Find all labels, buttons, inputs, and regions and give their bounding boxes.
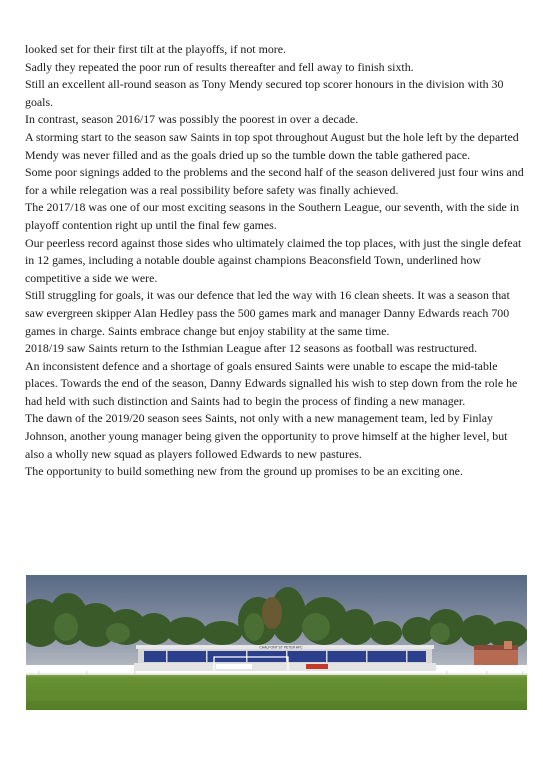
paragraph: Sadly they repeated the poor run of results thereafter and fell away to finish sixth.	[25, 59, 414, 74]
paragraph: The opportunity to build something new from the ground up promises to be an exciting one.	[25, 464, 463, 479]
perimeter-rail	[26, 673, 527, 675]
paragraph: 2018/19 saw Saints return to the Isthmian League after 12 seasons as football was restructured.	[25, 341, 478, 356]
paragraph: An inconsistent defence and a shortage of goals ensured Saints were unable to escape the mid-table places. Towards the end of the season, Danny Edwards signalled his wish to step down from the role he had held with such distinction and Saints had to begin the process of finding a new manager.	[25, 358, 518, 408]
paragraph: Still struggling for goals, it was our defence that led the way with 16 clean sheets. It was a season that saw evergreen skipper Alan Hedley pass the 500 games mark and manager Danny Edwards reach 700 games in charge. Saints embrace change but enjoy stability at the same time.	[25, 288, 510, 338]
stand-sign: CHALFONT ST PETER AFC	[259, 645, 303, 650]
autumn-tree	[262, 597, 282, 629]
paragraph: The dawn of the 2019/20 season sees Saints, not only with a new management team, led by Finlay Johnson, another young manager being given the opportunity to prove himself at the higher level, but also a wholly new squad as players followed Edwards to new pastures.	[25, 411, 508, 461]
paragraph: looked set for their first tilt at the playoffs, if not more.	[25, 42, 286, 56]
paragraph: Some poor signings added to the problems and the second half of the season delivered just four wins and for a while relegation was a real possibility before safety was finally achieved.	[25, 165, 524, 197]
paragraph: Our peerless record against those sides who ultimately claimed the top places, with just the single defeat in 12 games, including a notable double against champions Beaconsfield Town, underlined how competitive a side we were.	[25, 235, 522, 285]
article-text	[25, 41, 525, 481]
paragraph: The 2017/18 was one of our most exciting seasons in the Southern League, our seventh, with the side in playoff contention right up until the final few games.	[25, 200, 520, 232]
paragraph: In contrast, season 2016/17 was possibly the poorest in over a decade.	[25, 112, 359, 127]
stadium-photo	[26, 575, 527, 710]
paragraph: A storming start to the season saw Saints in top spot throughout August but the hole left by the departed Mendy was never filled and as the goals dried up so the tumble down the table gathered pace.	[25, 129, 519, 162]
paragraph: Still an excellent all-round season as Tony Mendy secured top scorer honours in the division with 30 goals.	[25, 77, 504, 109]
clubhouse	[474, 649, 518, 665]
pitch	[26, 675, 527, 710]
